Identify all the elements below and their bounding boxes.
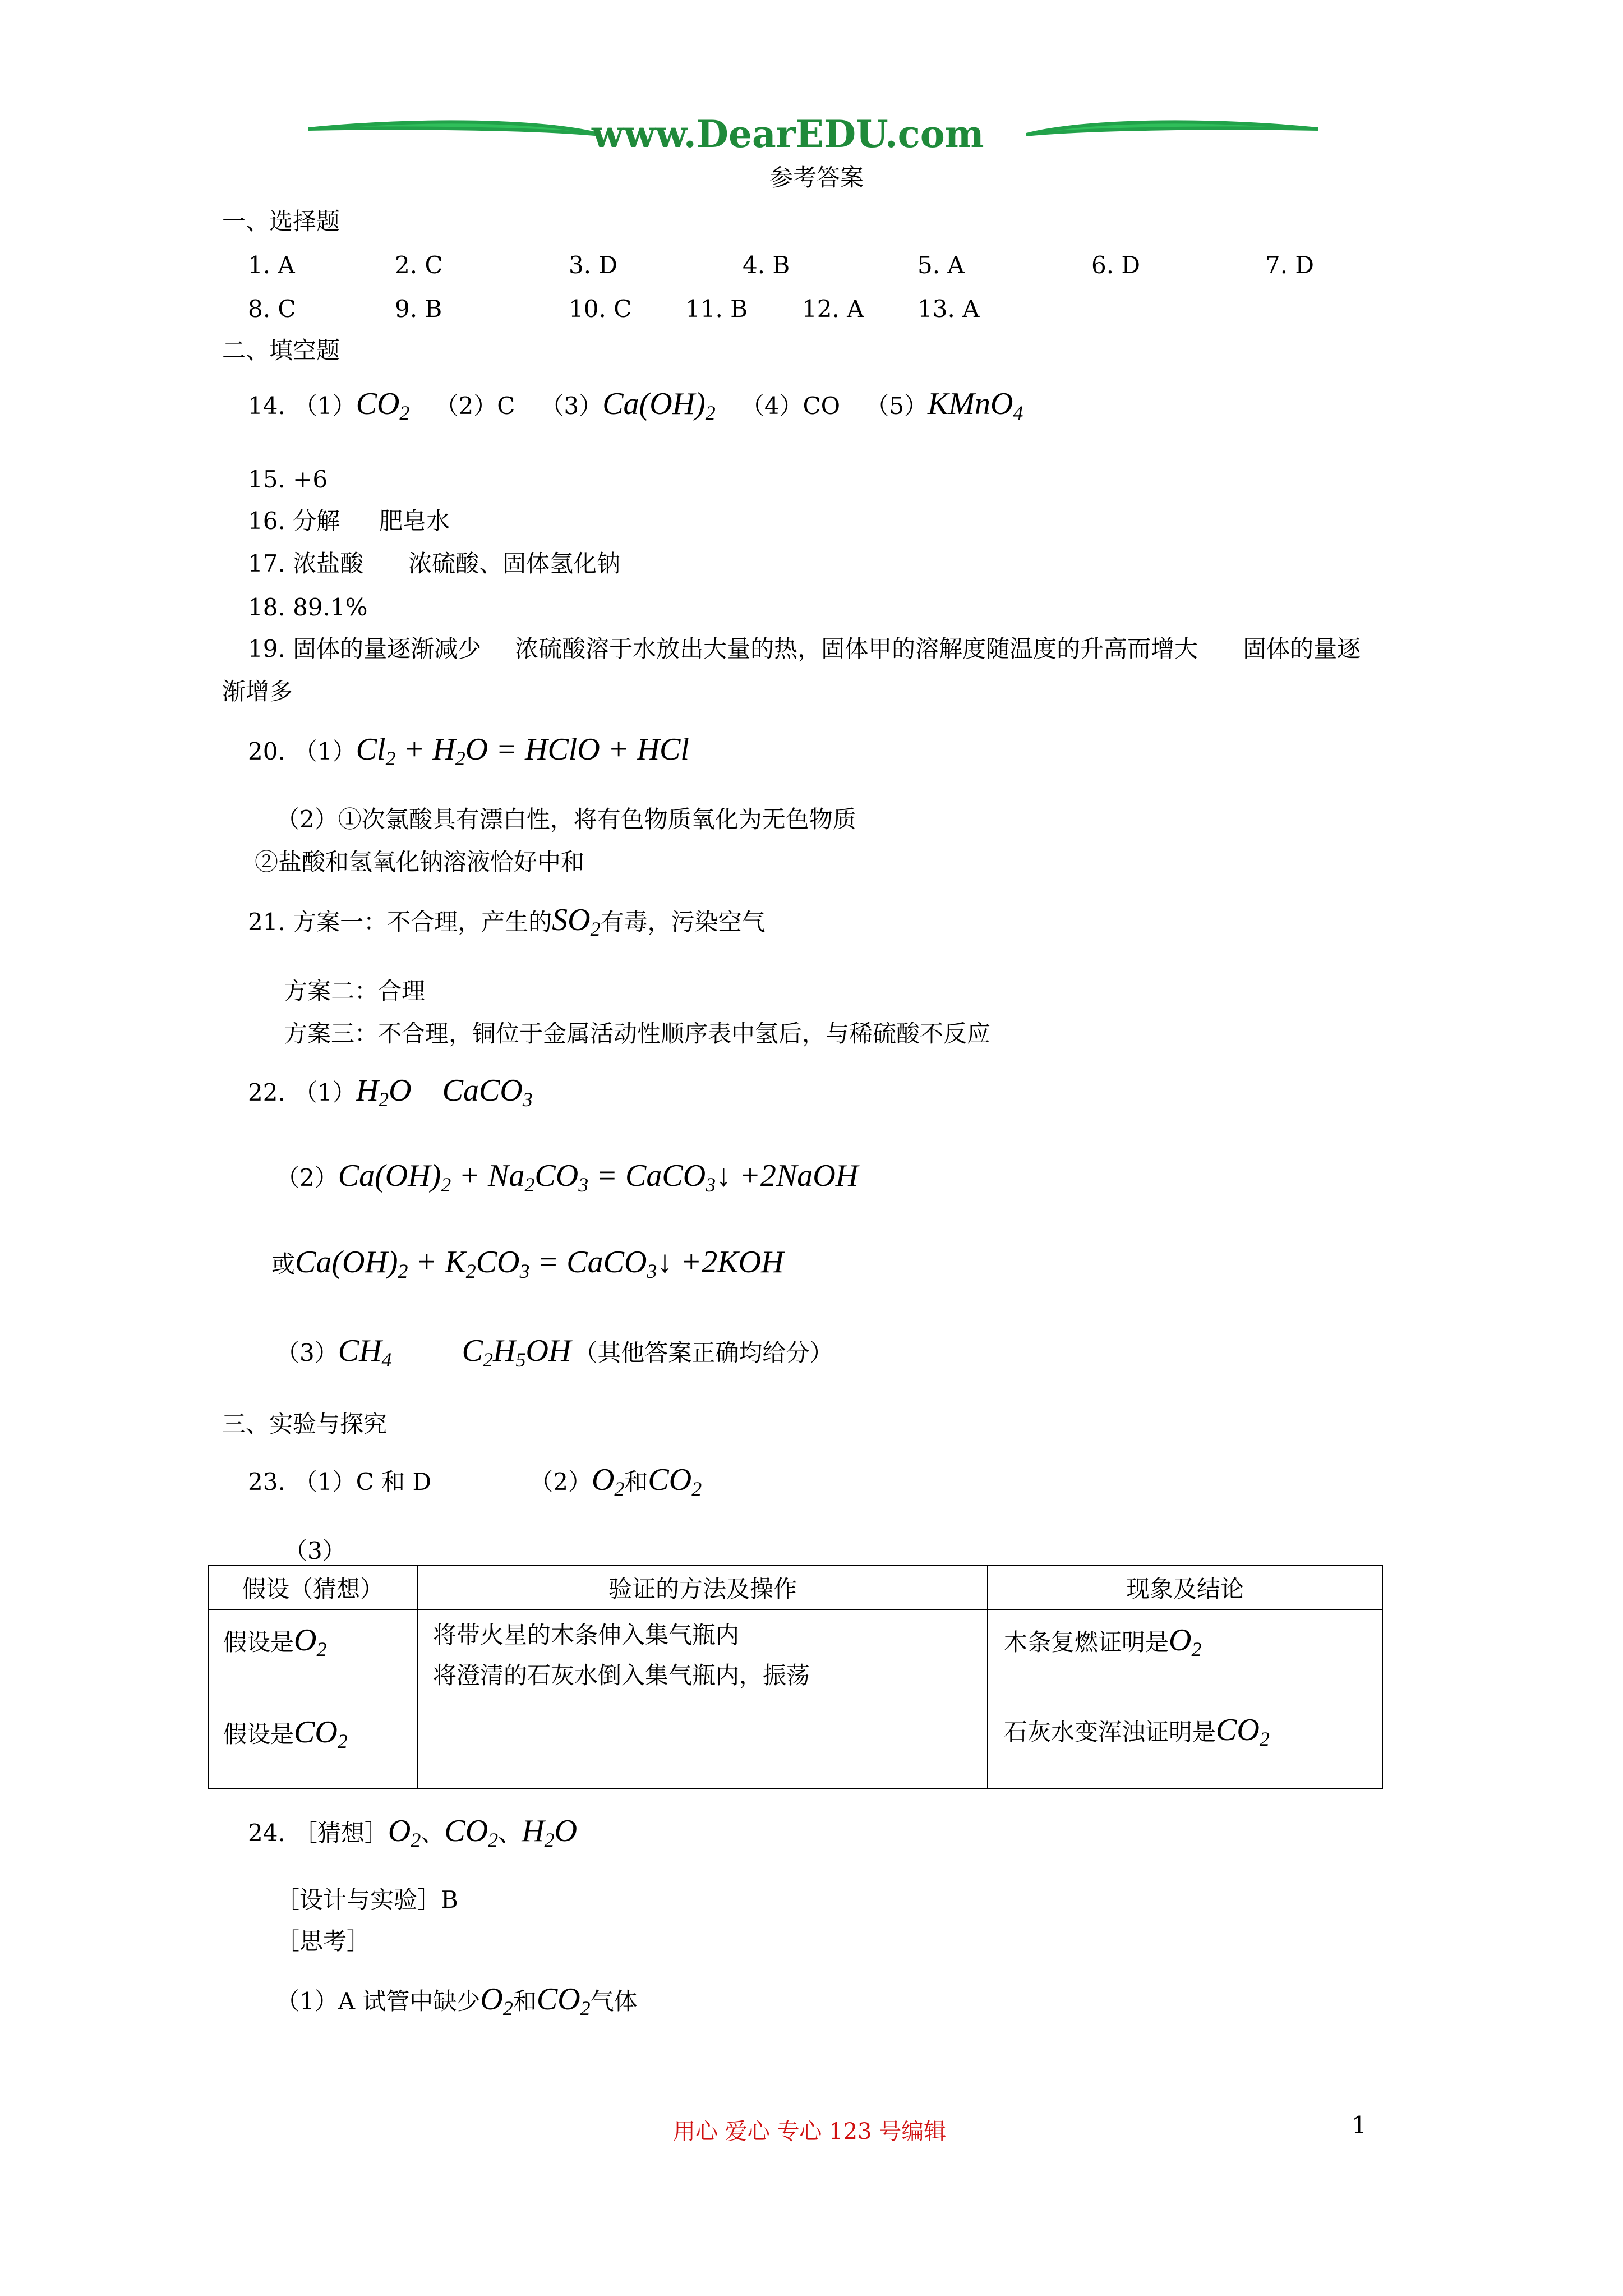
question-24: 24. ［猜想$]O_2$、$CO_2$、$H_2O$: [248, 1814, 578, 1851]
question-17: 17. 浓盐酸 浓硫酸、固体氢化钠: [248, 550, 621, 577]
question-22-eq2: 或$Ca(OH)_2 + K_2CO_3$ = CaCO$_3$↓ +2KOH: [271, 1245, 784, 1282]
question-23: 23. （1）C 和 D $(2)O_2$和$CO_2$: [248, 1462, 702, 1500]
answer-6: 6. D: [1091, 251, 1141, 279]
logo-right-swoosh: [1026, 122, 1318, 135]
answer-8: 8. C: [248, 295, 296, 323]
result-cell: 木条复燃证明是$O_2$ 石灰水变浑浊证明是$CO_2$: [988, 1609, 1382, 1789]
question-23-part3: （3）: [284, 1537, 346, 1565]
page-title: 参考答案: [769, 164, 864, 191]
answer-1: 1. A: [248, 251, 295, 279]
hypothesis-table: [208, 1565, 1383, 1789]
formula-kmno4: KMnO$_4$: [927, 386, 1023, 424]
question-18: 18. 89.1%: [248, 593, 368, 621]
page-number: 1: [1352, 2111, 1367, 2139]
answer-13: 13. A: [917, 295, 980, 323]
answer-11: 11. B: [685, 295, 748, 323]
answer-5: 5. A: [917, 251, 965, 279]
hypothesis-cell: 假设是$O_2$ 假设是$CO_2$: [208, 1609, 418, 1789]
question-20-part2: （2）①次氯酸具有漂白性，将有色物质氧化为无色物质: [276, 806, 856, 833]
answer-2: 2. C: [395, 251, 443, 279]
logo-left-swoosh: [308, 122, 600, 135]
question-24-design: ［设计与实验］B: [276, 1886, 458, 1913]
answer-7: 7. D: [1265, 251, 1315, 279]
question-20-part2b: ②盐酸和氢氧化钠溶液恰好中和: [255, 848, 585, 876]
section-experiment-title: 三、实验与探究: [222, 1410, 388, 1438]
method-cell: 将带火星的木条伸入集气瓶内 将澄清的石灰水倒入集气瓶内，振荡: [418, 1609, 988, 1789]
question-19: 19. 固体的量逐渐减少 浓硫酸溶于水放出大量的热，固体甲的溶解度随温度的升高而增大 固体的量逐: [248, 635, 1361, 662]
question-22-eq1: $(2)Ca(OH)_2 + Na_2CO_3$ = CaCO$_3$↓ +2NaOH: [276, 1158, 859, 1196]
answer-4: 4. B: [743, 251, 790, 279]
question-22: 22. $(1)H_2O$ CaCO$_3$: [248, 1073, 533, 1111]
question-24-think: ［思考］: [276, 1927, 371, 1955]
question-14: 14. $(1)CO_2$ （2）C $(3)Ca(OH)_2$ （4）CO （5）KMnO$_4$: [248, 386, 1023, 424]
question-21-plan2: 方案二：合理: [284, 977, 426, 1005]
formula-caoh2: $Ca(OH)_2$: [602, 386, 716, 424]
question-19-cont: 渐增多: [222, 678, 293, 705]
question-15: 15. +6: [248, 466, 328, 493]
section-choice-title: 一、选择题: [222, 208, 340, 235]
header-method: 验证的方法及操作: [418, 1566, 988, 1609]
answer-3: 3. D: [569, 251, 618, 279]
header-hypothesis: 假设（猜想）: [208, 1566, 418, 1609]
answer-10: 10. C: [569, 295, 632, 323]
question-20: 20. $(1)Cl_2 + H_2O$ = HClO + HCl: [248, 732, 689, 770]
answer-9: 9. B: [395, 295, 442, 323]
site-name: www.DearEDU.com: [592, 112, 984, 156]
footer-text: 用心 爱心 专心 123 号编辑: [673, 2119, 947, 2145]
equation-chlorine-water: $Cl_2 + H_2O$ = HClO + HCl: [356, 732, 689, 770]
question-21: 21. 方案一：不合理，产生的$SO_2$有毒，污染空气: [248, 903, 766, 940]
header-result: 现象及结论: [988, 1566, 1382, 1609]
formula-co2: $CO_2$: [356, 386, 410, 424]
question-21-plan3: 方案三：不合理，铜位于金属活动性顺序表中氢后，与稀硫酸不反应: [284, 1020, 991, 1047]
question-22-part3: $(3)CH_4$ $C_2H_5OH$ （其他答案正确均给分）: [276, 1333, 833, 1371]
question-24-part1: （1）A 试管中缺少$O_2$和$CO_2$气体: [276, 1982, 638, 2019]
formula-so2: $SO_2$: [552, 903, 601, 940]
section-fill-title: 二、填空题: [222, 337, 340, 364]
answer-12: 12. A: [802, 295, 864, 323]
question-16: 16. 分解 肥皂水: [248, 507, 450, 535]
